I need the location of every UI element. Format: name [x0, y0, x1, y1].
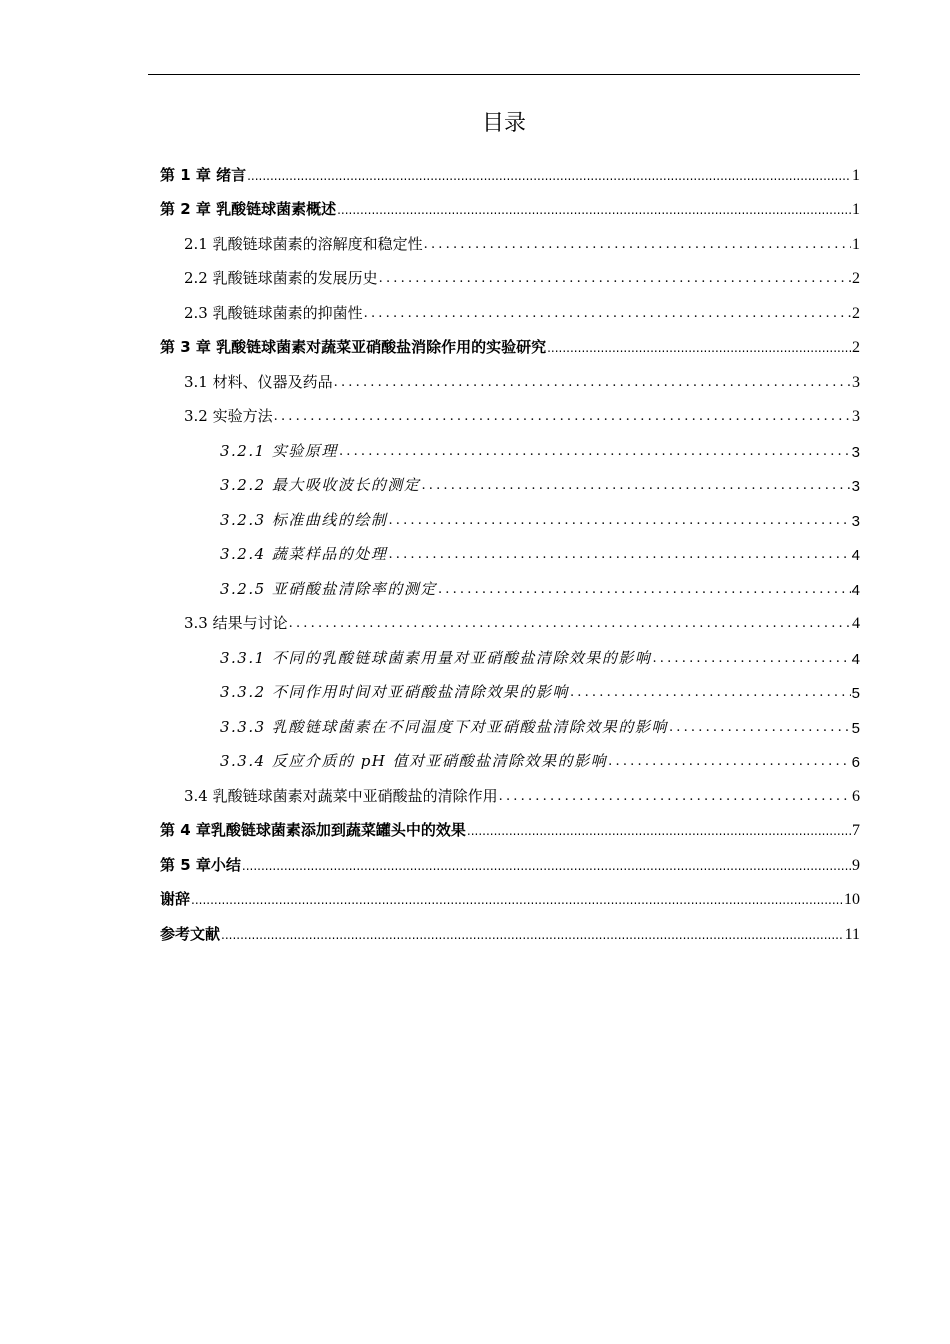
toc-dot-leader	[570, 685, 851, 700]
toc-entry-page-number: 6	[851, 754, 860, 771]
toc-entry[interactable]	[160, 846, 860, 881]
toc-entry-label: 谢辞	[160, 890, 191, 908]
toc-entry-label: 2.3 乳酸链球菌素的抑菌性	[184, 303, 363, 322]
toc-entry-label: 第 4 章乳酸链球菌素添加到蔬菜罐头中的效果	[160, 821, 466, 839]
table-of-contents	[160, 156, 860, 950]
toc-title: 目录	[481, 111, 526, 136]
toc-entry-label: 3.2.2 最大吸收波长的测定	[220, 476, 421, 494]
toc-entry-label: 3.3.4 反应介质的 pH 值对亚硝酸盐清除效果的影响	[220, 752, 608, 770]
toc-entry[interactable]	[160, 777, 860, 812]
toc-dot-leader	[289, 616, 851, 631]
toc-entry[interactable]	[160, 812, 860, 847]
toc-entry[interactable]	[160, 191, 860, 226]
toc-entry-label: 第 3 章 乳酸链球菌素对蔬菜亚硝酸盐消除作用的实验研究	[160, 338, 547, 356]
toc-entry-page-number: 2	[852, 304, 860, 322]
toc-entry-label: 3.2.4 蔬菜样品的处理	[220, 545, 388, 563]
toc-entry-page-number: 3	[851, 478, 860, 495]
toc-entry-page-number: 1	[852, 235, 860, 253]
toc-entry-page-number: 4	[851, 581, 860, 599]
toc-entry-label: 2.1 乳酸链球菌素的溶解度和稳定性	[184, 234, 423, 253]
toc-dot-leader	[424, 237, 851, 252]
toc-dot-leader	[242, 859, 851, 873]
toc-entry[interactable]	[160, 329, 860, 364]
toc-entry-page-number: 2	[852, 270, 860, 287]
toc-entry-page-number: 6	[852, 787, 860, 805]
toc-entry[interactable]	[160, 363, 860, 398]
toc-entry-label: 第 2 章 乳酸链球菌素概述	[160, 200, 337, 218]
toc-entry-label: 3.1 材料、仪器及药品	[184, 372, 333, 391]
toc-entry[interactable]	[160, 605, 860, 640]
toc-entry-page-number: 2	[852, 339, 860, 356]
toc-entry[interactable]	[160, 881, 860, 916]
toc-entry[interactable]	[160, 570, 860, 605]
toc-entry[interactable]	[160, 156, 860, 191]
toc-entry-label: 3.3.1 不同的乳酸链球菌素用量对亚硝酸盐清除效果的影响	[220, 648, 652, 667]
toc-dot-leader	[652, 651, 850, 666]
toc-entry-label: 第 1 章 绪言	[160, 165, 247, 184]
header-rule	[148, 74, 860, 75]
toc-dot-leader	[247, 169, 851, 183]
toc-entry-label: 3.3.2 不同作用时间对亚硝酸盐清除效果的影响	[220, 683, 569, 701]
toc-dot-leader	[379, 271, 851, 286]
toc-entry-page-number: 7	[852, 822, 860, 839]
toc-dot-leader	[274, 409, 851, 424]
toc-entry-page-number: 4	[851, 547, 860, 564]
toc-entry-page-number: 1	[852, 166, 860, 184]
toc-entry-label: 3.2.1 实验原理	[220, 441, 338, 460]
toc-dot-leader	[467, 824, 851, 838]
toc-entry[interactable]	[160, 467, 860, 502]
toc-entry-page-number: 11	[844, 925, 860, 943]
toc-entry-page-number: 10	[844, 891, 860, 908]
toc-entry[interactable]	[160, 674, 860, 709]
toc-entry-page-number: 9	[852, 856, 860, 874]
toc-entry-label: 3.3 结果与讨论	[184, 614, 288, 632]
toc-dot-leader	[421, 478, 850, 493]
toc-entry[interactable]	[160, 536, 860, 571]
toc-entry-label: 3.3.3 乳酸链球菌素在不同温度下对亚硝酸盐清除效果的影响	[220, 717, 668, 736]
toc-entry-label: 参考文献	[160, 924, 221, 943]
toc-dot-leader	[337, 203, 851, 217]
toc-entry-page-number: 3	[852, 373, 860, 391]
toc-entry-label: 2.2 乳酸链球菌素的发展历史	[184, 269, 378, 287]
toc-entry[interactable]	[160, 501, 860, 536]
toc-entry[interactable]	[160, 260, 860, 295]
toc-entry-page-number: 5	[851, 719, 860, 737]
toc-dot-leader	[191, 893, 843, 907]
toc-entry[interactable]	[160, 743, 860, 778]
toc-entry-page-number: 4	[851, 650, 860, 668]
toc-dot-leader	[388, 547, 850, 562]
toc-dot-leader	[221, 928, 844, 942]
toc-entry[interactable]	[160, 294, 860, 329]
toc-entry[interactable]	[160, 915, 860, 950]
toc-entry-label: 3.2.3 标准曲线的绘制	[220, 510, 388, 529]
toc-dot-leader	[499, 789, 851, 804]
toc-entry-label: 3.2.5 亚硝酸盐清除率的测定	[220, 579, 437, 598]
toc-dot-leader	[339, 444, 851, 459]
toc-entry-page-number: 1	[852, 201, 860, 218]
toc-dot-leader	[608, 754, 851, 769]
toc-dot-leader	[669, 720, 851, 735]
toc-entry-label: 3.2 实验方法	[184, 407, 273, 425]
toc-dot-leader	[334, 375, 851, 390]
toc-entry-page-number: 3	[852, 408, 860, 425]
toc-dot-leader	[547, 341, 851, 355]
toc-entry-page-number: 3	[851, 512, 860, 530]
toc-entry-page-number: 3	[851, 443, 860, 461]
toc-entry[interactable]	[160, 708, 860, 743]
toc-dot-leader	[438, 582, 851, 597]
toc-entry[interactable]	[160, 398, 860, 433]
toc-entry[interactable]	[160, 432, 860, 467]
toc-entry[interactable]	[160, 225, 860, 260]
toc-entry-page-number: 4	[852, 615, 860, 632]
toc-entry-page-number: 5	[851, 685, 860, 702]
toc-entry[interactable]	[160, 639, 860, 674]
toc-dot-leader	[364, 306, 851, 321]
toc-dot-leader	[388, 513, 850, 528]
toc-entry-label: 第 5 章小结	[160, 855, 241, 874]
toc-entry-label: 3.4 乳酸链球菌素对蔬菜中亚硝酸盐的清除作用	[184, 786, 498, 805]
